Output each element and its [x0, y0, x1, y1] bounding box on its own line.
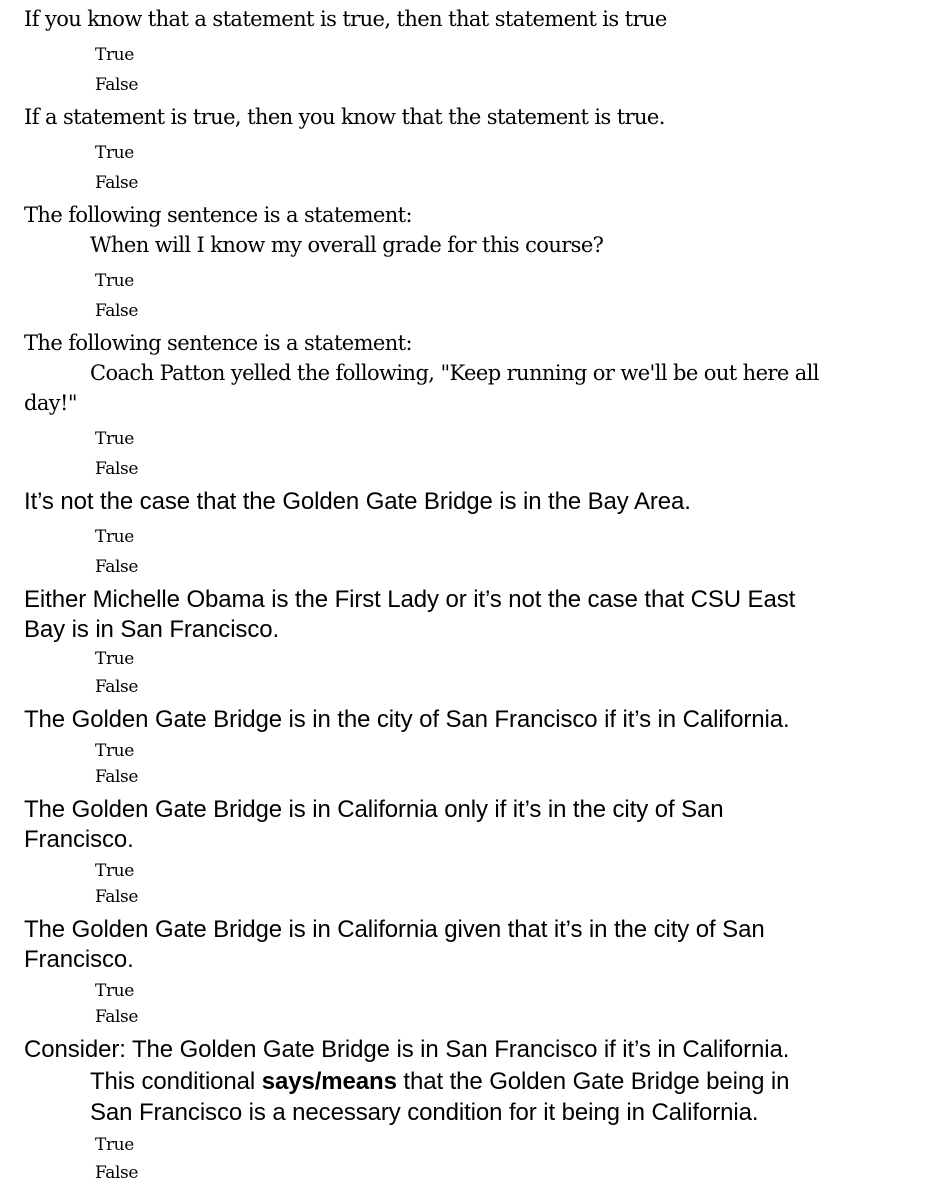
- question-8-prompt-continued: Francisco.: [24, 826, 134, 853]
- question-8-prompt: The Golden Gate Bridge is in California only if it’s in the city of San: [24, 796, 724, 823]
- question-10-option-true[interactable]: True: [95, 1135, 134, 1155]
- question-10-detail-continued: San Francisco is a necessary condition for it being in California.: [90, 1099, 759, 1126]
- question-10-prompt: Consider: The Golden Gate Bridge is in San Francisco if it’s in California.: [24, 1036, 790, 1063]
- question-3-option-true[interactable]: True: [95, 271, 134, 291]
- question-6-prompt-continued: Bay is in San Francisco.: [24, 616, 280, 643]
- question-4-sentence: [24, 358, 918, 389]
- question-3-sentence: When will I know my overall grade for this course?: [90, 233, 604, 257]
- question-10-detail-emphasis: says/means: [261, 1068, 397, 1095]
- question-3-prompt: The following sentence is a statement:: [24, 203, 412, 227]
- question-7-prompt: The Golden Gate Bridge is in the city of San Francisco if it’s in California.: [24, 706, 790, 733]
- question-10-detail: [90, 1067, 878, 1096]
- question-7-option-true[interactable]: True: [95, 741, 134, 761]
- question-3-option-false[interactable]: False: [95, 301, 138, 321]
- question-6-option-false[interactable]: False: [95, 677, 138, 697]
- question-1-option-false[interactable]: False: [95, 75, 138, 95]
- question-1-option-true[interactable]: True: [95, 45, 134, 65]
- question-10-option-false[interactable]: False: [95, 1163, 138, 1183]
- question-9-option-true[interactable]: True: [95, 981, 134, 1001]
- question-6-option-true[interactable]: True: [95, 649, 134, 669]
- question-6-prompt: Either Michelle Obama is the First Lady or it’s not the case that CSU East: [24, 586, 796, 613]
- question-4-option-false[interactable]: False: [95, 459, 138, 479]
- question-5-prompt: It’s not the case that the Golden Gate Bridge is in the Bay Area.: [24, 488, 691, 515]
- question-8-option-true[interactable]: True: [95, 861, 134, 881]
- question-4-prompt: The following sentence is a statement:: [24, 331, 412, 355]
- question-5-option-true[interactable]: True: [95, 527, 134, 547]
- question-4-sentence-continued: day!": [24, 391, 77, 415]
- question-4-option-true[interactable]: True: [95, 429, 134, 449]
- question-4-sentence-line1: Coach Patton yelled the following, "Keep running or we'll be out here all: [90, 361, 819, 385]
- question-2-option-false[interactable]: False: [95, 173, 138, 193]
- question-9-prompt: The Golden Gate Bridge is in California given that it’s in the city of San: [24, 916, 765, 943]
- question-9-prompt-continued: Francisco.: [24, 946, 134, 973]
- question-10-detail-rest: that the Golden Gate Bridge being in: [396, 1068, 790, 1095]
- question-5-option-false[interactable]: False: [95, 557, 138, 577]
- question-2-prompt: If a statement is true, then you know that the statement is true.: [24, 105, 665, 129]
- question-8-option-false[interactable]: False: [95, 887, 138, 907]
- question-9-option-false[interactable]: False: [95, 1007, 138, 1027]
- question-2-option-true[interactable]: True: [95, 143, 134, 163]
- question-7-option-false[interactable]: False: [95, 767, 138, 787]
- question-10-detail-lead: This conditional: [90, 1068, 262, 1095]
- question-1-prompt: If you know that a statement is true, then that statement is true: [24, 7, 667, 31]
